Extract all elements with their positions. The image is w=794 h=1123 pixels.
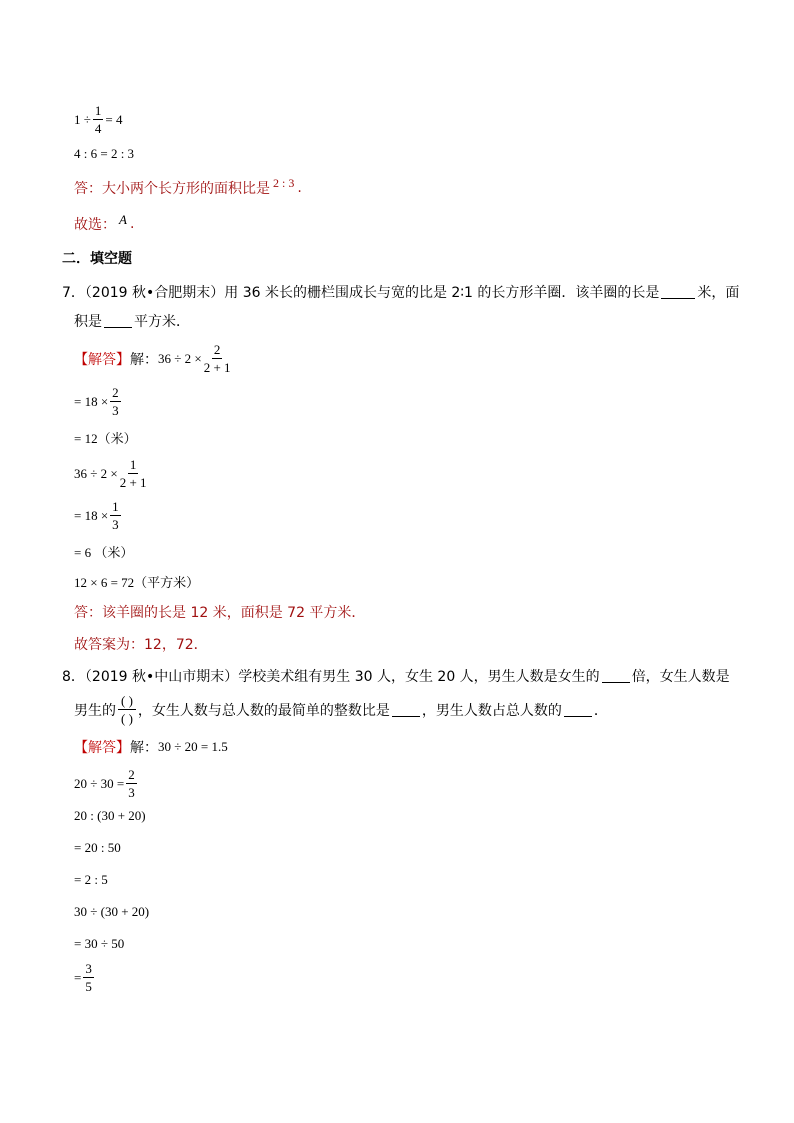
question-text: ，女生人数与总人数的最简单的整数比是 (137, 702, 390, 719)
equation-line: 20 : (30 + 20) (74, 808, 146, 823)
solution-label: 【解答】 (74, 740, 130, 756)
equation-line (74, 768, 139, 799)
fraction-denominator: 2 + 1 (203, 360, 231, 375)
fraction-denominator: ( ) (121, 711, 133, 726)
equation-text: 30 ÷ 20 = 1.5 (158, 739, 228, 754)
fraction-numerator: 2 (128, 767, 135, 782)
equation-line (74, 500, 123, 531)
equation-line: = 30 ÷ 50 (74, 936, 125, 951)
fraction-numerator: 1 (112, 499, 119, 514)
equation-text: = 4 (105, 111, 123, 127)
question-7-line-2 (74, 311, 190, 331)
equation-text: 1 ÷ (74, 111, 91, 127)
equation-line: = 12（米） (74, 431, 137, 446)
question-8-line-1 (62, 666, 730, 686)
question-text: 8．（2019 秋•中山市期末）学校美术组有男生 30 人，女生 20 人，男生人数是女生的 (62, 669, 600, 685)
answer-line (74, 175, 302, 198)
fraction-denominator: 3 (112, 517, 119, 532)
fraction-denominator: 3 (112, 403, 119, 418)
equation-line (74, 458, 149, 489)
choice-label: 故选： (74, 217, 116, 233)
answer-blank (661, 297, 695, 299)
equation-line (74, 962, 96, 993)
question-text: 平方米． (134, 314, 190, 330)
fraction (93, 104, 104, 135)
fraction (126, 768, 137, 799)
equation-text: = 18 × (74, 393, 109, 409)
equation-line: 4 : 6 = 2 : 3 (74, 146, 135, 161)
fraction-numerator: 3 (85, 961, 92, 976)
answer-label: 答：大小两个长方形的面积比是 (74, 181, 270, 197)
fraction (83, 962, 94, 993)
equation-text: = 18 × (74, 507, 109, 523)
section-heading: 二．填空题 (62, 251, 132, 267)
equation-line (74, 386, 123, 417)
fraction-denominator: 4 (94, 121, 102, 136)
question-7-line-1 (62, 282, 739, 302)
equation-line: = 6 （米） (74, 545, 134, 560)
equation-text: 36 ÷ 2 × (158, 350, 202, 366)
equation-text: 36 ÷ 2 × (74, 465, 118, 481)
question-8-line-2 (74, 694, 608, 725)
fraction (204, 343, 231, 374)
fraction (110, 386, 121, 417)
answer-blank (104, 326, 132, 328)
answer-line: 答：该羊圈的长是 12 米，面积是 72 平方米． (74, 605, 366, 621)
fraction (110, 500, 121, 531)
blank-fraction (118, 694, 136, 725)
equation-line (74, 104, 122, 135)
question-text: 米，面 (697, 285, 740, 301)
question-text: 倍，女生人数是 (631, 669, 730, 685)
fraction (120, 458, 147, 489)
question-text: 积是 (74, 314, 102, 330)
answer-blank (564, 715, 592, 717)
solution-jie: 解： (130, 351, 158, 368)
fraction-denominator: 5 (85, 979, 92, 994)
equation-line: 12 × 6 = 72（平方米） (74, 575, 200, 590)
equation-line: 30 ÷ (30 + 20) (74, 904, 150, 919)
choice-value: A (119, 212, 127, 227)
fraction-denominator: 2 + 1 (119, 475, 147, 490)
question-text: ，男生人数占总人数的 (421, 702, 562, 719)
answer-final-line: 故答案为：12，72． (74, 637, 208, 653)
answer-end: . (297, 180, 302, 196)
question-text: ． (593, 702, 608, 719)
fraction-denominator: 3 (128, 785, 135, 800)
solution-jie: 解： (130, 740, 158, 756)
fraction-numerator: 1 (94, 103, 102, 118)
fraction-numerator: 1 (129, 457, 137, 472)
solution-header (74, 343, 233, 374)
equation-line: = 20 : 50 (74, 840, 121, 855)
solution-header (74, 737, 228, 757)
solution-label: 【解答】 (74, 351, 130, 368)
fraction-numerator: 2 (112, 385, 119, 400)
fraction-numerator: ( ) (118, 694, 136, 710)
question-text: 7．（2019 秋•合肥期末）用 36 米长的栅栏围成长与宽的比是 2∶1 的长方形羊圈．该羊圈的长是 (62, 285, 660, 301)
fraction-numerator: 2 (213, 342, 221, 357)
answer-blank (602, 681, 630, 683)
equation-text: 20 ÷ 30 = (74, 775, 125, 791)
equation-text: = (74, 969, 82, 985)
equation-line: = 2 : 5 (74, 872, 108, 887)
choice-end: . (129, 216, 135, 232)
answer-value: 2 : 3 (273, 175, 295, 190)
choice-line (74, 214, 134, 234)
answer-blank (392, 715, 420, 717)
question-text: 男生的 (74, 702, 116, 719)
